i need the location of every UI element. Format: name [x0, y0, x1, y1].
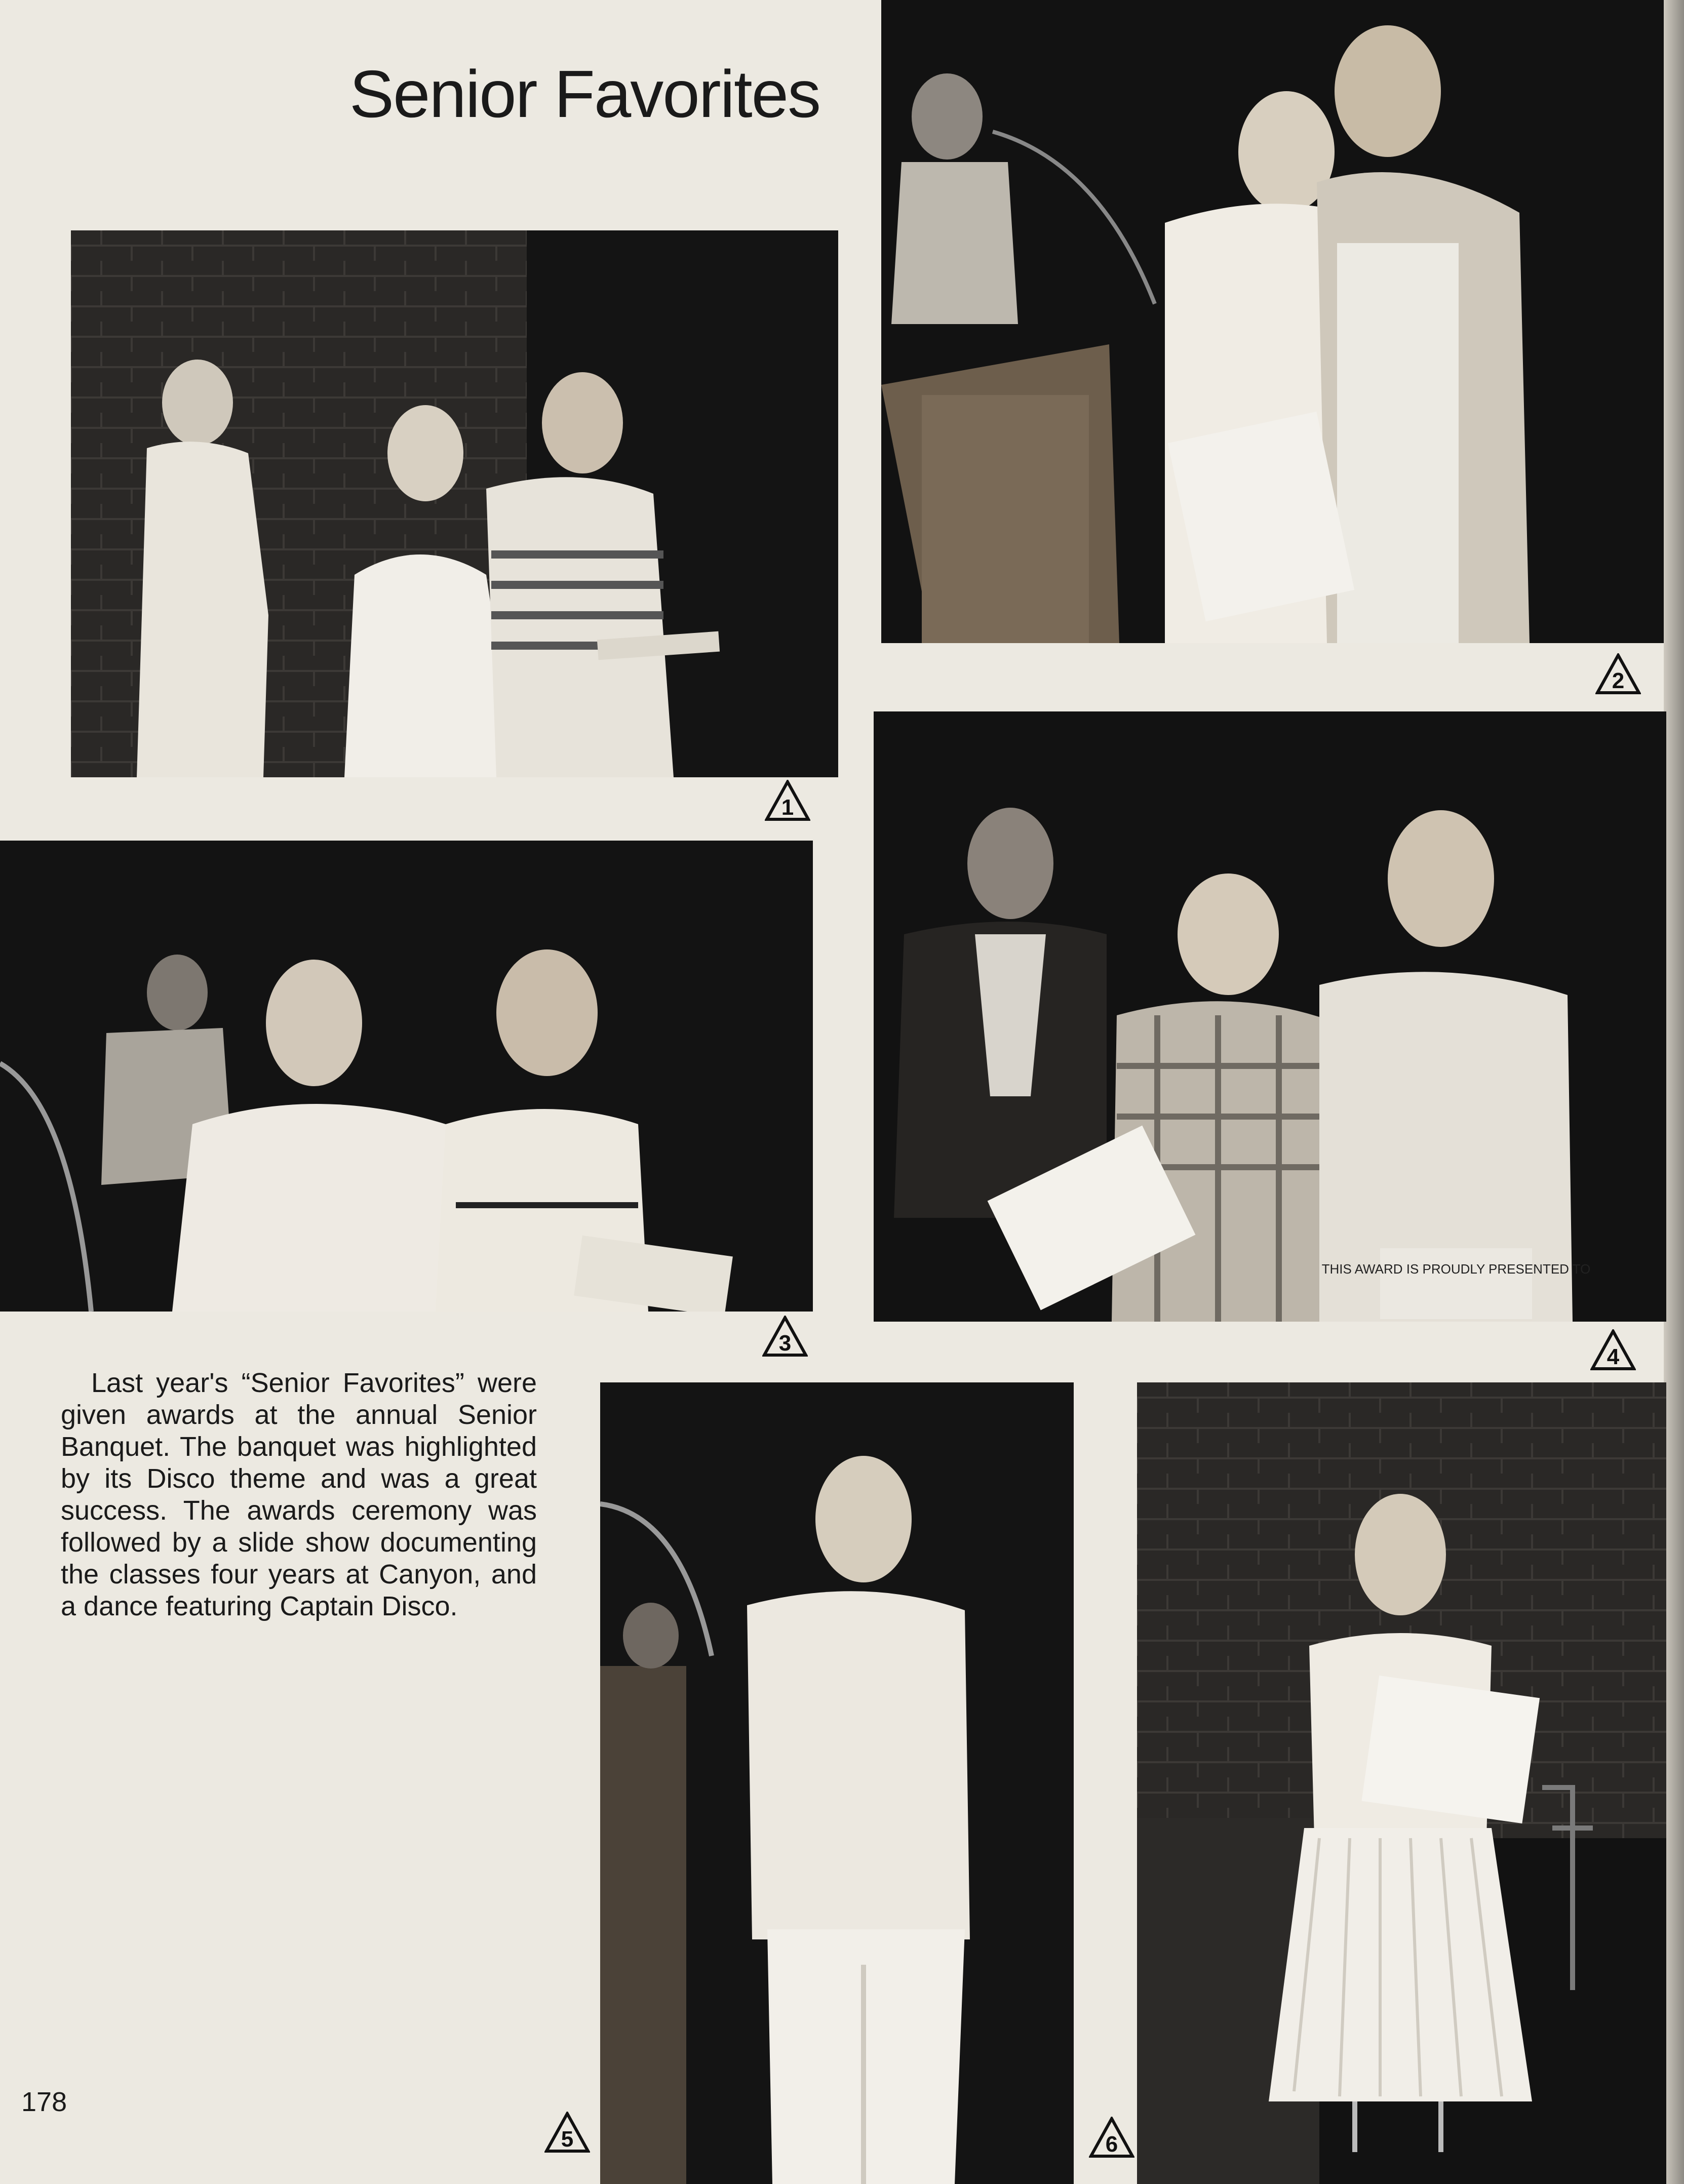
- photo-6-marker: 6: [1089, 2117, 1134, 2158]
- photo-3: [0, 841, 813, 1312]
- page-title: Senior Favorites: [349, 57, 820, 131]
- photo-5-marker: 5: [544, 2112, 590, 2153]
- photo-1: [71, 230, 838, 777]
- photo-1-marker: 1: [765, 780, 810, 821]
- award-text: THIS AWARD IS PROUDLY PRESENTED TO: [1321, 1261, 1591, 1277]
- photo-4: [874, 711, 1666, 1322]
- page-edge: [1664, 0, 1684, 2184]
- photo-4-marker: 4: [1590, 1329, 1636, 1371]
- page-number: 178: [21, 2087, 67, 2117]
- photo-3-marker: 3: [762, 1316, 808, 1357]
- photo-2-marker: 2: [1595, 653, 1641, 695]
- photo-2: [881, 0, 1664, 643]
- caption: Last year's “Senior Favorites” were given awards at the annual Senior Banquet. The banquet was highlighted by its Disco theme and was a great success. The awards ceremony was followed by a slide show documenting the classes four years at Canyon, and a dance featuring Captain Disco.: [61, 1368, 537, 1621]
- photo-5: [600, 1382, 1074, 2184]
- photo-6: [1137, 1382, 1666, 2184]
